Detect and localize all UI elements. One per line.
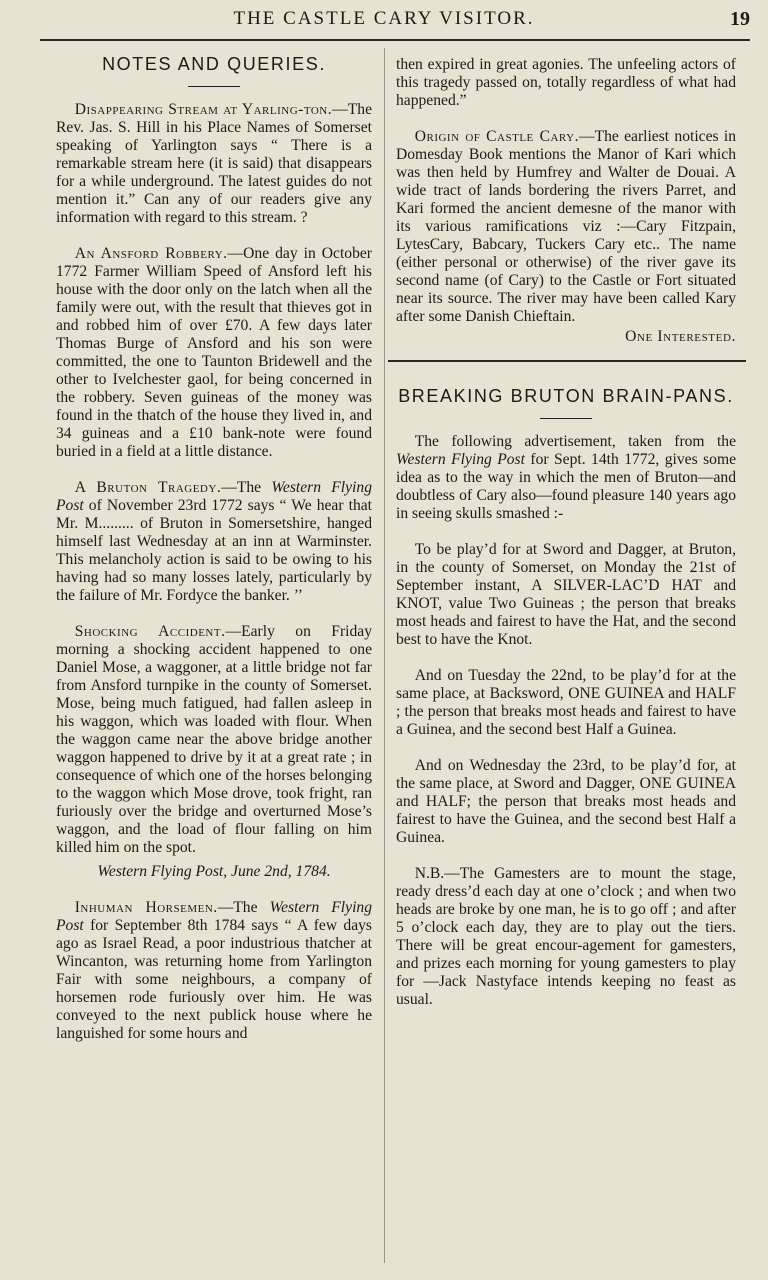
publication-title: THE CASTLE CARY VISITOR. xyxy=(233,8,535,29)
left-column xyxy=(56,46,372,1043)
newspaper-name: Western Flying Post xyxy=(396,451,525,468)
advertisement-paragraph: To be play’d for at Sword and Dagger, at Bruton, in the county of Somerset, on Monday the 21st of September instant, A SILVER-LAC’D HAT and KNOT, value Two Guineas ; the person that breaks most heads and fairest to have the Hat, and the second best to have the Knot. xyxy=(396,541,736,648)
note-shocking-accident xyxy=(56,623,372,857)
header-rule xyxy=(40,39,750,41)
note-title: Origin of Castle Cary. xyxy=(414,128,579,145)
page-number: 19 xyxy=(730,8,750,30)
note-body: —The Rev. Jas. S. Hill in his Place Names of Somerset speaking of Yarlington says “ There is a remarkable stream here (it is said) that disappears for a while underground. The latest guides do not mention it.” Can any of our readers give any information with regard to this stream. ? xyxy=(56,101,372,226)
note-inhuman-horsemen xyxy=(56,899,372,1043)
note-body: —One day in October 1772 Farmer William Speed of Ansford left his house with the door only on the latch when all the family were out, with the result that thieves got in and robbed him of over £70. A few days later Thomas Burge of Ansford and his son were committed, the one to Taunton Bridewell and the other to Ivelchester gaol, for being concerned in the robbery. Seven guineas of the money was found in the thatch of the house they lived in, and 34 guineas and a £10 bank-note were found buried in a field at a little distance. xyxy=(56,245,372,460)
note-origin-of-castle-cary xyxy=(396,128,736,326)
note-title: Disappearing Stream at Yarling-ton. xyxy=(74,101,333,118)
note-continuation: then expired in great agonies. The unfeeling actors of this tragedy passed on, totally regardless of what had happened.” xyxy=(396,56,736,109)
note-signature: One Interested. xyxy=(625,328,736,345)
title-rule xyxy=(188,86,240,87)
note-body-lead: —The xyxy=(217,899,270,916)
note-body: for September 8th 1784 says “ A few days ago as Israel Read, a poor industrious thatcher at Wincanton, was returning home from Yarlington Fair with some neighbours, a company of horsemen rode furiously over him. He was conveyed to the next publick house where he languished for some hours and xyxy=(56,917,372,1042)
section-heading-notes-and-queries: NOTES AND QUERIES. xyxy=(102,54,326,74)
note-bruton-tragedy xyxy=(56,479,372,605)
note-body: —Early on Friday morning a shocking accident happened to one Daniel Mose, a waggoner, at a little bridge not far from Ansford turnpike in the county of Somerset. Mose, being much fatigued, had fallen asleep in his waggon, which was loaded with flour. When the waggon came near the above bridge another waggon happened to drive by it at a great rate ; in consequence of which one of the horses belonging to the waggon which Mose drove, took fright, ran furiously over the bridge and overturned Mose’s waggon, and the load of flour falling on him killed him on the spot. xyxy=(56,623,372,856)
section-rule xyxy=(388,360,746,362)
right-column xyxy=(396,46,736,1009)
note-body: —The earliest notices in Domesday Book mentions the Manor of Kari which was then held by Humfrey and Walter de Douai. A wide tract of lands bordering the rivers Parret, and Kari formed the ancient demesne of the manor with its various ramifications viz :—Cary Fitzpain, LytesCary, Babcary, Tuckers Cary etc.. The name (either personal or otherwise) of the river gave its second name (of Cary) to the Castle or Fort situated near its source. The river may have been called Kary after some Danish Chieftain. xyxy=(396,128,736,325)
note-title: A Bruton Tragedy. xyxy=(74,479,222,496)
note-title: Inhuman Horsemen. xyxy=(74,899,218,916)
column-divider xyxy=(384,48,385,1263)
advertisement-paragraph: N.B.—The Gamesters are to mount the stage, ready dress’d each day at one o’clock ; and when two heads are broke by one man, he is to go off ; and after 5 o’clock each day, they are to play out the tiers. There will be great encour-agement for gamesters, and prizes each morning for young gamesters to play for —Jack Nastyface intends keeping no feast as usual. xyxy=(396,865,736,1008)
section-heading-breaking-bruton-brain-pans: BREAKING BRUTON BRAIN-PANS. xyxy=(398,386,734,406)
note-citation: Western Flying Post, June 2nd, 1784. xyxy=(97,863,331,880)
title-rule xyxy=(540,418,592,419)
newspaper-name: Western Flying Post xyxy=(56,899,372,934)
note-title: Shocking Accident. xyxy=(74,623,226,640)
advertisement-paragraph: And on Wednesday the 23rd, to be play’d for, at the same place, at Sword and Dagger, ONE GUINEA and HALF; the person that breaks most heads and fairest to have the Guinea, and the second best Half a Guinea. xyxy=(396,757,736,846)
running-header xyxy=(0,4,768,34)
note-ansford-robbery xyxy=(56,245,372,461)
intro-text: The following advertisement, taken from the xyxy=(414,433,736,450)
article-intro xyxy=(396,433,736,523)
note-body: of November 23rd 1772 says “ We hear that Mr. M......... of Bruton in Somersetshire, hanged himself last Wednesday at an inn at Warminster. This melancholy action is said to be owing to his having had so many losses lately, particularly by the failure of Mr. Fordyce the banker. ’’ xyxy=(56,497,372,604)
note-title: An Ansford Robbery. xyxy=(74,245,228,262)
intro-text: for Sept. 14th 1772, gives some idea as to the way in which the men of Bruton—and doubtless of Cary also—found pleasure 140 years ago in seeing skulls smashed :- xyxy=(396,451,736,522)
advertisement-paragraph: And on Tuesday the 22nd, to be play’d for at the same place, at Backsword, ONE GUINEA and HALF ; the person that breaks most heads and fairest to have a Guinea, and the second best Half a Guinea. xyxy=(396,667,736,738)
note-disappearing-stream xyxy=(56,101,372,227)
note-body-lead: —The xyxy=(221,479,272,496)
newspaper-name: Western Flying Post xyxy=(56,479,372,514)
